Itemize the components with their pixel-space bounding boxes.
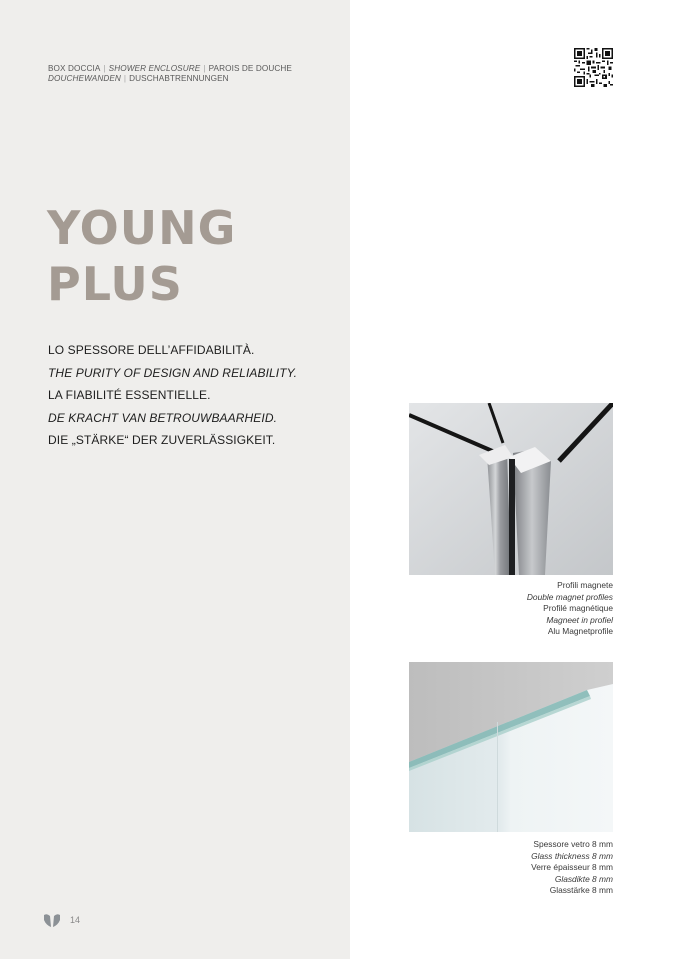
breadcrumb-line-1 (48, 64, 338, 74)
tagline-nl: DE KRACHT VAN BETROUWBAARHEID. (48, 410, 278, 425)
caption-line: Alu Magnetprofile (547, 626, 613, 636)
caption-line: Magneet in profiel (546, 614, 613, 625)
glass-thickness-photo (409, 662, 613, 832)
caption-line: Glasstärke 8 mm (549, 885, 613, 895)
breadcrumb-item[interactable]: DUSCHABTRENNUNGEN (129, 74, 229, 83)
page-title (47, 200, 236, 312)
magnet-profile-photo (409, 403, 613, 575)
caption-line: Profili magnete (557, 580, 613, 590)
breadcrumb-item[interactable]: PAROIS DE DOUCHE (208, 64, 292, 73)
caption-line: Profilé magnétique (543, 603, 613, 613)
caption-line: Verre épaisseur 8 mm (531, 862, 613, 872)
tagline-list (48, 339, 343, 452)
breadcrumb-item[interactable]: DOUCHEWANDEN (48, 74, 121, 83)
caption-line: Spessore vetro 8 mm (533, 839, 613, 849)
tagline-fr: LA FIABILITÉ ESSENTIELLE. (48, 388, 211, 402)
glass-thickness-caption (393, 839, 613, 897)
caption-line: Double magnet profiles (526, 591, 613, 602)
page-title-line-1: YOUNG (47, 201, 237, 255)
caption-line: Glasdikte 8 mm (554, 873, 613, 884)
qr-code-icon[interactable] (574, 48, 613, 87)
page-number: 14 (70, 915, 81, 925)
breadcrumb (48, 64, 338, 84)
breadcrumb-item[interactable]: BOX DOCCIA (48, 64, 101, 73)
caption-line: Glass thickness 8 mm (531, 850, 613, 861)
tagline-de: DIE „STÄRKE“ DER ZUVERLÄSSIGKEIT. (48, 433, 276, 447)
breadcrumb-separator: | (123, 74, 127, 83)
breadcrumb-item[interactable]: SHOWER ENCLOSURE (108, 64, 201, 73)
page-title-line-2: PLUS (47, 257, 183, 311)
tagline-it: LO SPESSORE DELL’AFFIDABILITÀ. (48, 343, 255, 357)
tagline-en: THE PURITY OF DESIGN AND RELIABILITY. (48, 365, 298, 380)
page-footer (44, 912, 80, 928)
brand-logo-icon (44, 913, 60, 927)
breadcrumb-separator: | (203, 64, 206, 73)
breadcrumb-line-2 (48, 74, 338, 84)
breadcrumb-separator: | (103, 64, 106, 73)
magnet-profile-caption (393, 580, 613, 638)
